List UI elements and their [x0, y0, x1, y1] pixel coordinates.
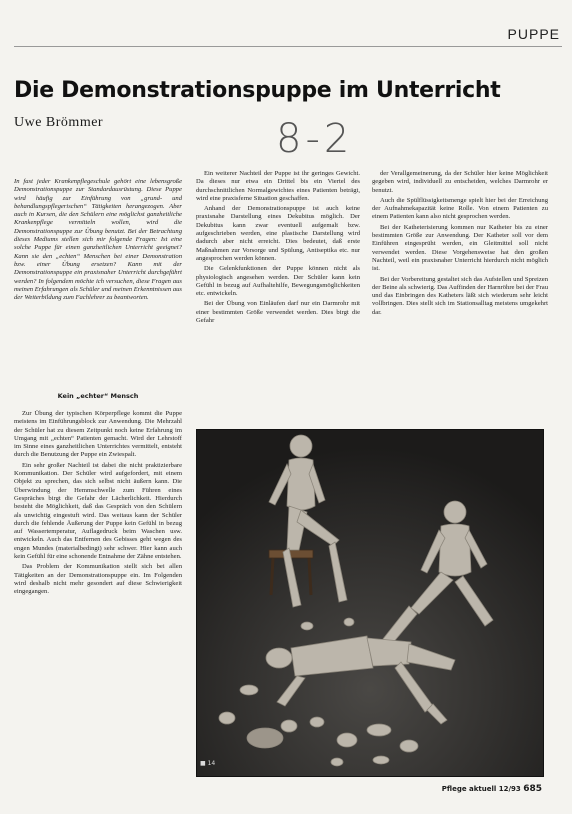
- intro-paragraph: [14, 178, 182, 304]
- article-title: Die Demonstrationspuppe im Unterricht: [14, 78, 501, 103]
- paragraph: Ein sehr großer Nachteil ist dabei die nicht praktizierbare Kommunikation. Der Schüler wird aufgefordert, mit einem Objekt zu sprechen, das sich selbst nicht äußern kann. Die Überwindung der Hemmschwelle zum Führen eines Gespräches birgt die Gefahr der Lächerlichkeit. Hierdurch besteht die Möglichkeit, daß das Gespräch von den Schülern als unwichtig eingestuft wird. Das weitaus kann der Schüler durch die fehlende Äußerung der Puppe kein Gefühl in bezug auf Wassertemperatur, Auflagedruck beim Waschen usw. entwickeln. Auch das Entfernen des Gebisses geht wegen des engen Mundes (materialbedingt) sehr schwer. Hier kann auch kein Gefühl für eine schonende Entnahme der Zähne entstehen.: [14, 461, 182, 561]
- handwritten-note: 8-2: [276, 116, 354, 162]
- section-label: PUPPE: [507, 26, 560, 42]
- paragraph: Anhand der Demonstrationspuppe ist auch keine praxisnahe Darstellung eines Dekubitus möglich. Der Dekubitus kann zwar eventuell aufgemalt bzw. aufgeschrieben werden, eine plastische Darstellung wird dadurch aber nicht erreicht. Dies bedeutet, daß erste Maßnahmen zur Vorsorge und Spülung, Antiseptika etc. nur angesprochen werden können.: [196, 205, 360, 262]
- paragraph: Bei der Übung von Einläufen darf nur ein Darmrohr mit einer bestimmten Größe verwendet werden. Dies birgt die Gefahr: [196, 300, 360, 325]
- photo-illustration: [197, 430, 543, 776]
- page-number: 685: [523, 784, 542, 794]
- paragraph: Das Problem der Kommunikation stellt sich bei allen Tätigkeiten an der Demonstrationspuppe ein. Im Folgenden wird deshalb nicht mehr gesondert auf diese Schwierigkeit eingegangen.: [14, 563, 182, 596]
- photo-number: ■ 14: [200, 760, 216, 767]
- paragraph: der Verallgemeinerung, da der Schüler hier keine Möglichkeit gegeben wird, individuell zu entscheiden, welches Darmrohr er benutzt.: [372, 170, 548, 194]
- header-rule: [14, 22, 562, 47]
- text-column-3: [372, 170, 548, 319]
- demonstration-dolls-photo: [196, 429, 544, 777]
- paragraph: Bei der Vorbereitung gestaltet sich das Aufstellen und Spreizen der Beine als schwierig. Das Auffinden der Harnröhre bei der Frau und das Einbringen des Katheters läßt sich wiederum sehr leicht vollbringen. Dies stellt sich im Stationsalltag meistens umgekehrt dar.: [372, 275, 548, 316]
- intro-text: In fast jeder Krankenpflegeschule gehört eine lebensgroße Demonstrationspuppe zur Standardausrüstung. Diese Puppe wird häufig zur Einführung von „grund- und behandlungspflegerischen“ Tätigkeiten herangezogen. Aber auch in Kursen, die den Schülern eine möglichst ganzheitliche Krankenpflege vermitteln wollen, wird die Demonstrationspuppe zur Übung benutzt. Bei der Betrachtung dieses Mediums stellen sich mir folgende Fragen: Ist eine solche Puppe für einen ganzheitlichen Unterricht geeignet? Kann sie den „echten“ Menschen bei einer Demonstration bzw. einer Übung ersetzen? Kann mit der Demonstrationspuppe ein praxisnaher Unterricht durchgeführt werden? In folgendem möchte ich versuchen, diese Fragen aus meinen Erfahrungen als Schüler und meinen Erkenntnissen aus der Weiterbildung zum Fachlehrer zu beantworten.: [14, 178, 182, 302]
- text-column-2: [196, 170, 360, 327]
- paragraph: Auch die Spülflüssigkeitsmenge spielt hier bei der Erreichung der Aufnahmekapazität keine Rolle. Von einem Patienten zu einem Patienten kann also nicht gesprochen werden.: [372, 196, 548, 221]
- paragraph: Ein weiterer Nachteil der Puppe ist ihr geringes Gewicht. Da dieses nur etwa ein Drittel bis ein Viertel des durchschnittlichen Normalgewichtes eines Patienten beträgt, wird eine praxisferne Situation geschaffen.: [196, 170, 360, 202]
- paragraph: Zur Übung der typischen Körperpflege kommt die Puppe meistens im Einführungsblock zur Anwendung. Die Mehrzahl der Schüler hat zu diesem Zeitpunkt noch keine Erfahrung im Umgang mit „echten“ Patienten gemacht. Wird der Lehrstoff im Sinne eines ganzheitlichen Unterrichtes vermittelt, entsteht durch die Benutzung der Puppe ein Zwiespalt.: [14, 410, 182, 459]
- text-column-1: [14, 410, 182, 599]
- article-author: Uwe Brömmer: [14, 115, 104, 130]
- subheading: Kein „echter“ Mensch: [57, 392, 139, 400]
- page-footer: [442, 784, 542, 794]
- paragraph: Bei der Katheterisierung kommen nur Katheter bis zu einer bestimmten Größe zur Anwendung. Der Katheter soll vor dem Einführen eingesprüht werden, ein Gleitmittel soll nicht verwendet werden. Diese Vorgehensweise hat den großen Nachteil, weil ein praxisnaher Unterricht hierdurch nicht möglich ist.: [372, 223, 548, 273]
- paragraph: Die Gelenkfunktionen der Puppe können nicht als physiologisch angesehen werden. Der Schüler kann kein Gefühl in bezug auf Aufhaltehilfe, Bewegungsmöglichkeiten etc. entwickeln.: [196, 265, 360, 298]
- journal-name: Pflege aktuell 12/93: [441, 785, 521, 793]
